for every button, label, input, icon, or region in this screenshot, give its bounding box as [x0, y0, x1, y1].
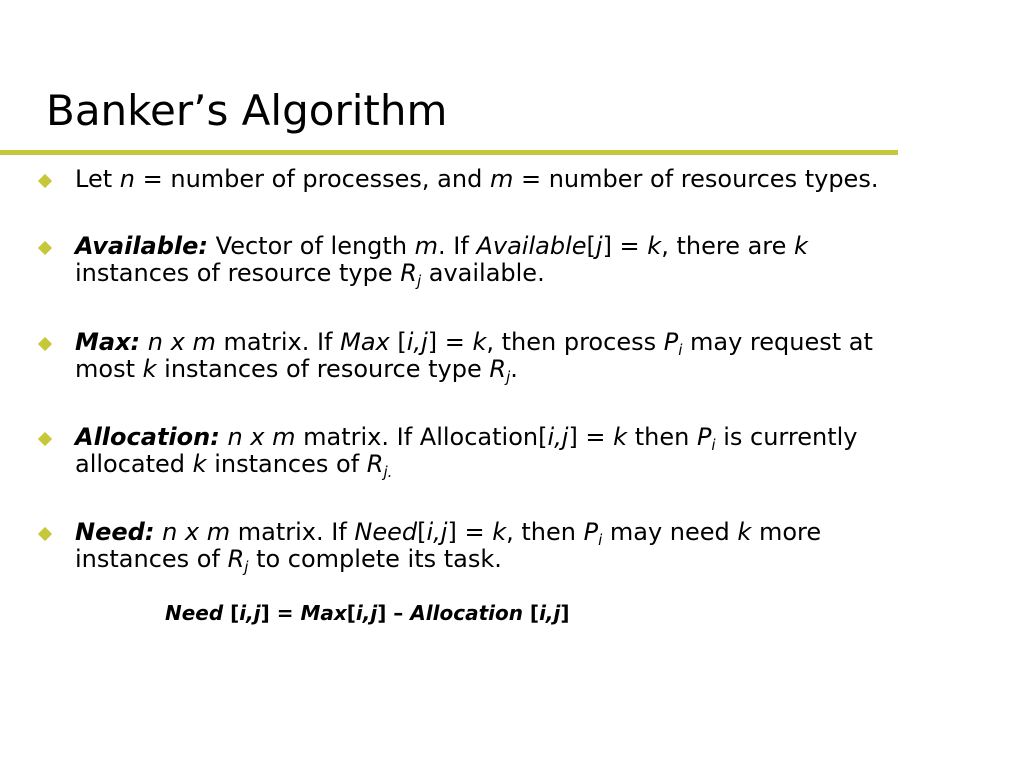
text: , then	[506, 518, 584, 546]
subscript-i: i	[711, 436, 716, 454]
formula-max: Max	[300, 601, 347, 625]
bullet-need	[75, 518, 975, 576]
var-ij: i,j	[426, 518, 448, 546]
text: ]	[560, 601, 570, 625]
text: then	[627, 423, 697, 451]
var-nxm: n x m	[147, 328, 216, 356]
text: most	[75, 355, 143, 383]
subscript-j: j	[416, 272, 422, 290]
var-p: P	[663, 328, 679, 356]
bullet-line	[75, 166, 975, 193]
subscript-j: j	[506, 368, 511, 386]
text: [	[522, 601, 540, 625]
text: to complete its task.	[248, 545, 502, 573]
text: more	[751, 518, 822, 546]
term-max: Max:	[75, 328, 141, 356]
var-available: Available	[476, 232, 587, 260]
formula-need: Need	[165, 601, 224, 625]
text: may need	[602, 518, 738, 546]
var-ij: i,j	[355, 601, 378, 625]
diamond-bullet-icon	[38, 241, 52, 255]
var-k: k	[794, 232, 808, 260]
var-m: m	[414, 232, 439, 260]
var-k: k	[492, 518, 507, 546]
text: [	[417, 518, 427, 546]
var-p: P	[696, 423, 712, 451]
bullet-line	[75, 233, 975, 260]
var-k: k	[647, 232, 662, 260]
bullet-line	[75, 355, 975, 386]
term-need: Need:	[75, 518, 155, 546]
text: instances of resource type	[75, 259, 401, 287]
text	[154, 518, 162, 546]
text: = number of processes, and	[134, 165, 490, 193]
term-available: Available:	[75, 232, 209, 260]
text: allocated	[75, 450, 193, 478]
text: . If	[438, 232, 477, 260]
text	[140, 328, 148, 356]
var-ij: i,j	[239, 601, 261, 625]
bullet-processes-resources	[75, 166, 975, 193]
var-k: k	[613, 423, 628, 451]
text: Vector of length	[208, 232, 415, 260]
var-nxm: n x m	[162, 518, 231, 546]
text: is currently	[715, 423, 858, 451]
text: , there are	[661, 232, 795, 260]
bullet-line	[75, 259, 975, 290]
var-need: Need	[354, 518, 418, 546]
var-m: m	[489, 165, 514, 193]
var-n: n	[119, 165, 135, 193]
bullet-max	[75, 328, 975, 386]
var-r: R	[400, 259, 417, 287]
bullet-line	[75, 518, 975, 549]
var-k: k	[472, 328, 487, 356]
text: = number of resources types.	[513, 165, 879, 193]
var-ij: i,j	[406, 328, 428, 356]
bullet-allocation	[75, 423, 975, 481]
var-k: k	[737, 518, 752, 546]
diamond-bullet-icon	[38, 527, 52, 541]
term-allocation: Allocation:	[75, 423, 220, 451]
text: Let	[75, 165, 120, 193]
text: ] =	[568, 423, 614, 451]
text: instances of	[206, 450, 367, 478]
text: .	[510, 355, 518, 383]
text: [	[346, 601, 356, 625]
text: ] –	[377, 601, 411, 625]
text: may request at	[682, 328, 873, 356]
text: instances of resource type	[156, 355, 490, 383]
var-j: j	[595, 232, 603, 260]
bullet-line	[75, 423, 975, 454]
subscript-i: i	[598, 531, 603, 549]
text: matrix. If Allocation[	[295, 423, 548, 451]
bullet-line	[75, 328, 975, 359]
text: instances of	[75, 545, 228, 573]
var-nxm: n x m	[227, 423, 296, 451]
bullet-line	[75, 450, 975, 481]
text: [	[389, 328, 407, 356]
diamond-bullet-icon	[38, 174, 52, 188]
var-r: R	[227, 545, 245, 573]
text: available.	[421, 259, 545, 287]
text: , then process	[486, 328, 664, 356]
var-k: k	[192, 450, 207, 478]
text: matrix. If	[230, 518, 355, 546]
text: ] =	[602, 232, 648, 260]
var-max: Max	[340, 328, 390, 356]
need-formula	[165, 601, 570, 625]
subscript-j: j	[244, 558, 249, 576]
subscript-i: i	[678, 341, 683, 359]
formula-allocation: Allocation	[410, 601, 523, 625]
var-ij: i,j	[539, 601, 561, 625]
bullet-line	[75, 545, 975, 576]
text: [	[223, 601, 240, 625]
text: [	[586, 232, 596, 260]
subscript-j: j.	[383, 463, 393, 481]
var-ij: i,j	[547, 423, 569, 451]
text: ] =	[447, 518, 493, 546]
slide-title: Banker’s Algorithm	[46, 86, 448, 135]
var-r: R	[366, 450, 384, 478]
text: ] =	[260, 601, 301, 625]
text: matrix. If	[215, 328, 341, 356]
text: ] =	[427, 328, 473, 356]
var-r: R	[489, 355, 507, 383]
var-p: P	[583, 518, 599, 546]
diamond-bullet-icon	[38, 337, 52, 351]
diamond-bullet-icon	[38, 432, 52, 446]
bullet-available	[75, 232, 975, 290]
var-k: k	[142, 355, 157, 383]
title-underline	[0, 150, 898, 155]
